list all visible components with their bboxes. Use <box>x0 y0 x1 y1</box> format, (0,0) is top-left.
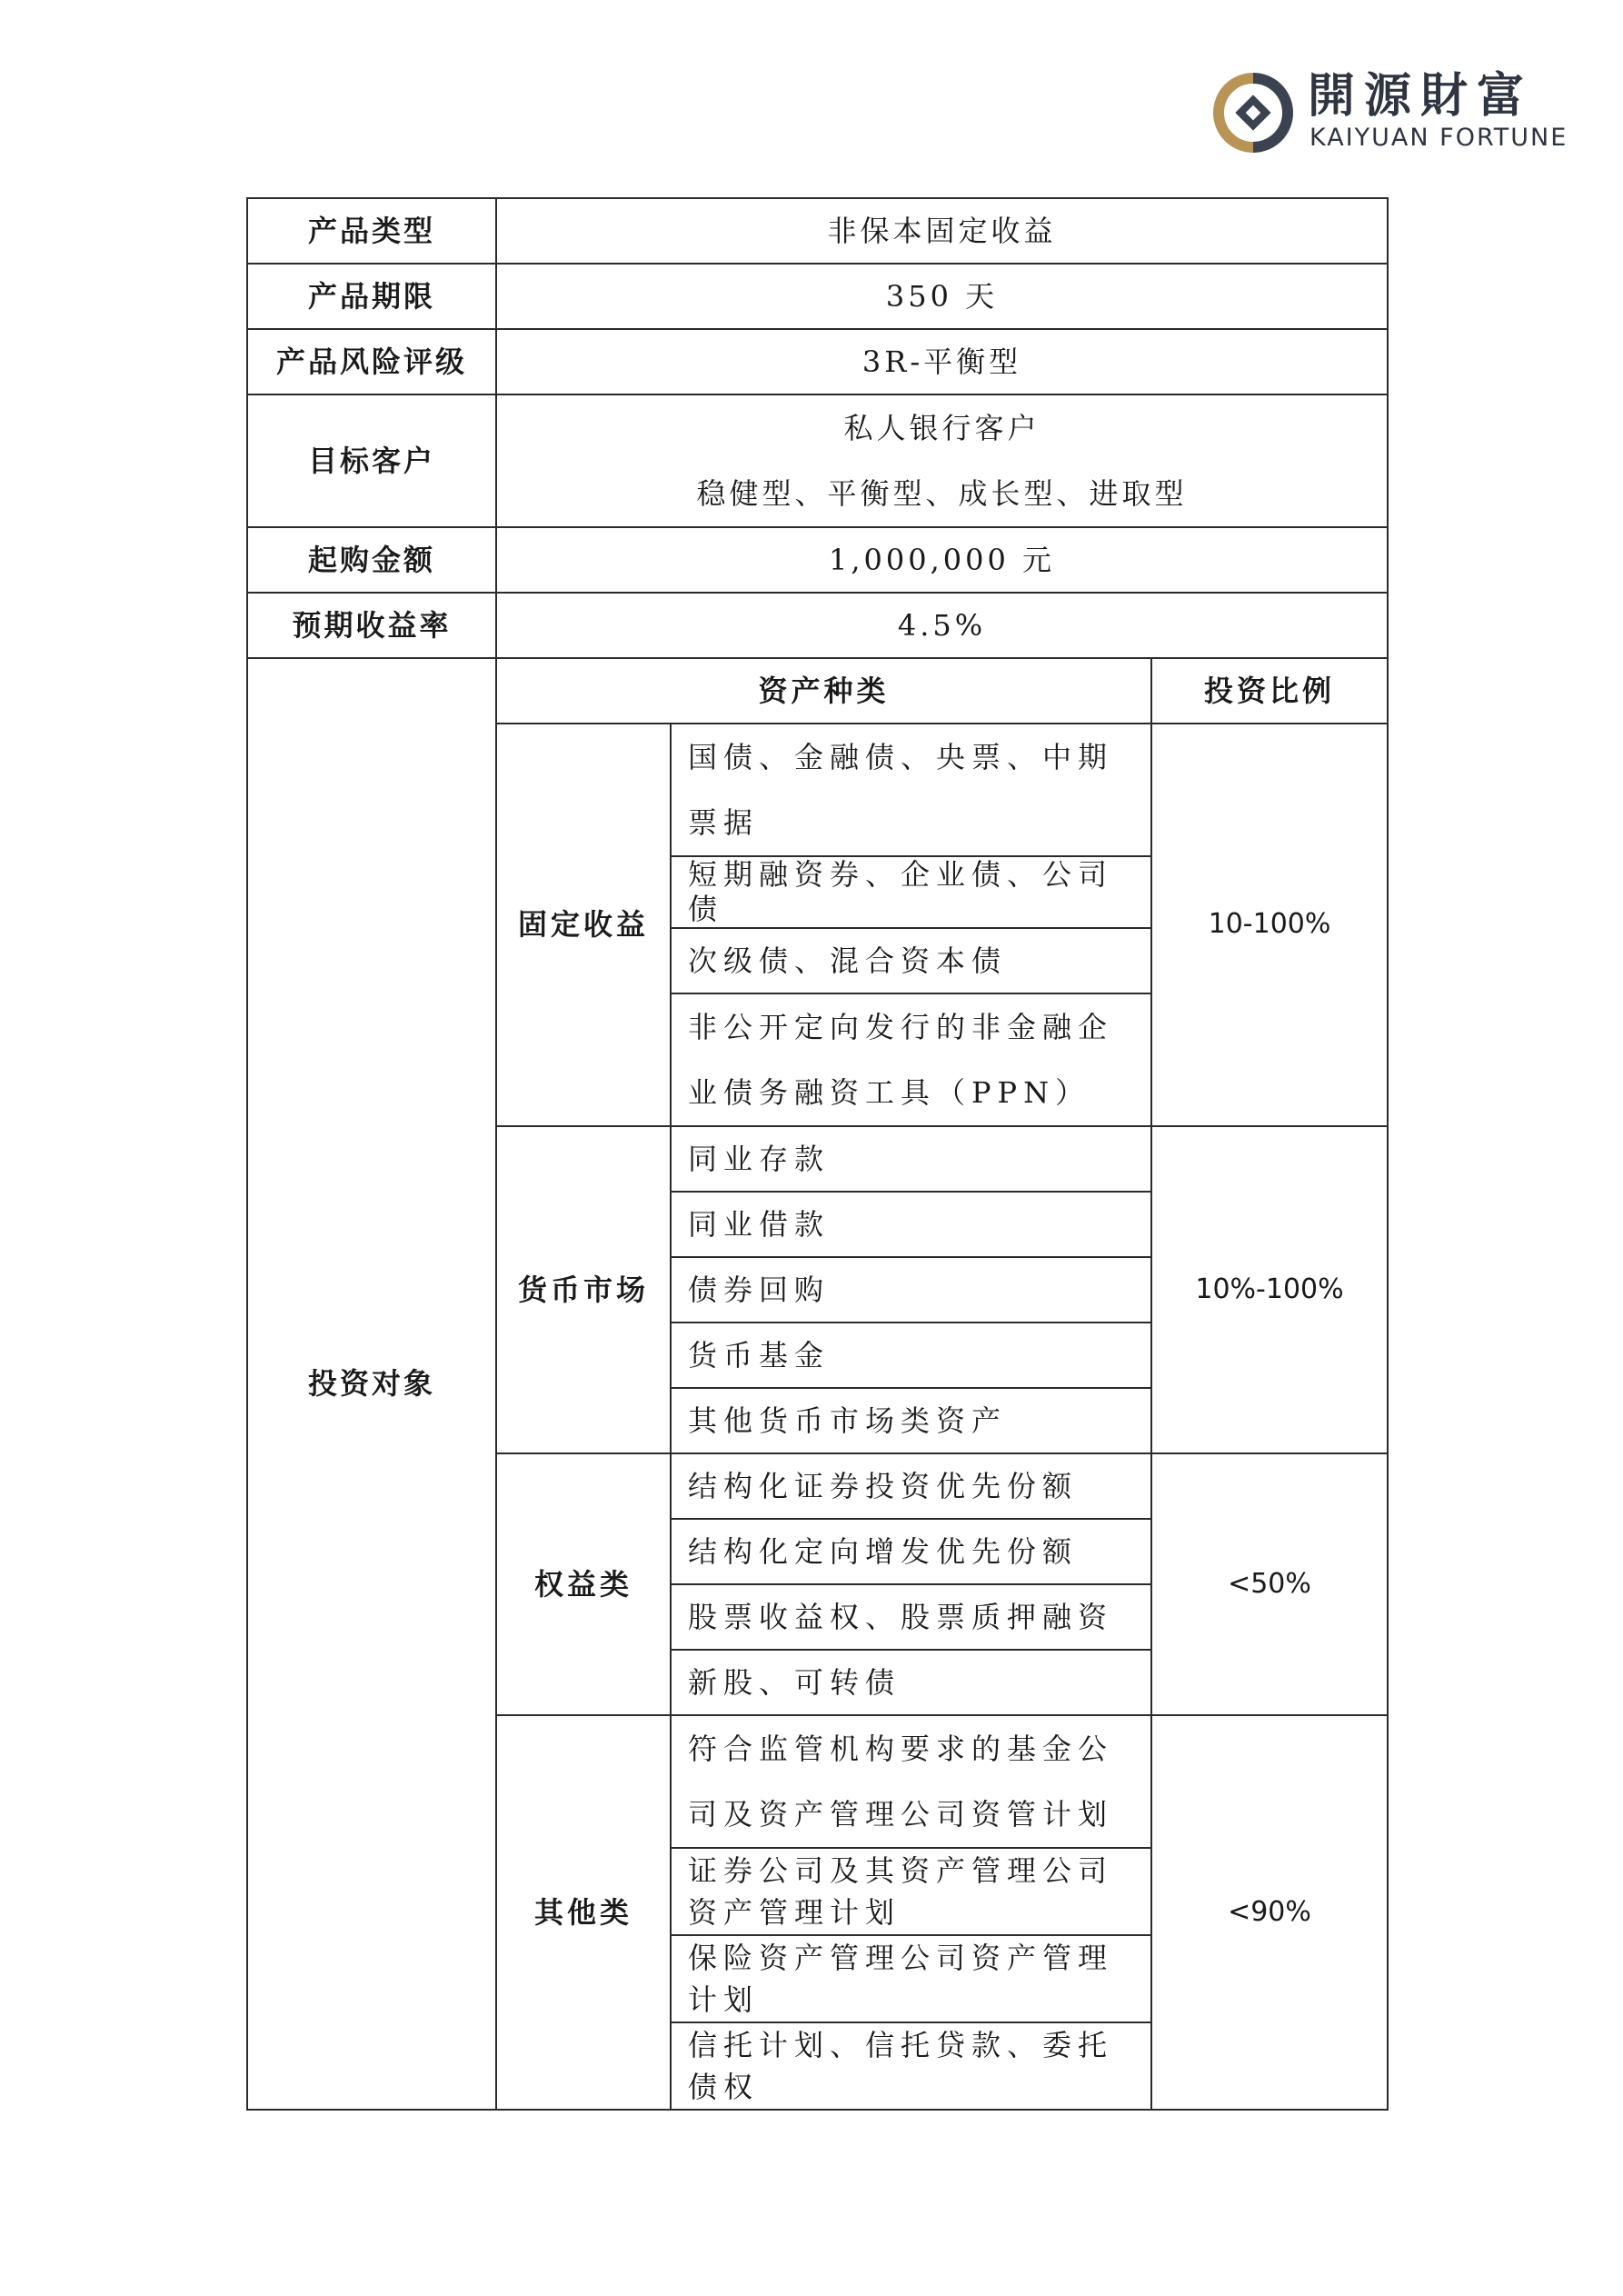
asset-item: 新股、可转债 <box>671 1650 1151 1715</box>
row-investment-header <box>247 658 1388 724</box>
row-min-amount <box>247 527 1388 593</box>
value-min-amount: 1,000,000 元 <box>496 527 1388 593</box>
asset-item: 符合监管机构要求的基金公司及资产管理公司资管计划 <box>671 1715 1151 1848</box>
asset-item: 保险资产管理公司资产管理计划 <box>671 1935 1151 2022</box>
product-info-table <box>246 197 1387 2111</box>
row-risk-rating <box>247 329 1388 394</box>
asset-item: 同业借款 <box>671 1192 1151 1257</box>
value-risk-rating: 3R-平衡型 <box>496 329 1388 394</box>
logo-name-cn: 開源財富 <box>1308 69 1534 124</box>
row-product-term <box>247 264 1388 329</box>
category-money-market: 货币市场 <box>496 1126 671 1453</box>
ratio-fixed-income: 10-100% <box>1151 724 1388 1126</box>
label-target-clients: 目标客户 <box>247 394 496 527</box>
value-target-clients <box>496 394 1388 527</box>
value-product-term: 350 天 <box>496 264 1388 329</box>
asset-item: 同业存款 <box>671 1126 1151 1192</box>
target-clients-line2: 稳健型、平衡型、成长型、进取型 <box>696 476 1188 511</box>
ratio-other: <90% <box>1151 1715 1388 2110</box>
label-product-type: 产品类型 <box>247 198 496 264</box>
label-investment-targets: 投资对象 <box>247 658 496 2110</box>
row-product-type <box>247 198 1388 264</box>
ratio-money-market: 10%-100% <box>1151 1126 1388 1453</box>
asset-item: 国债、金融债、央票、中期票据 <box>671 724 1151 856</box>
category-equity: 权益类 <box>496 1453 671 1715</box>
ratio-equity: <50% <box>1151 1453 1388 1715</box>
asset-item: 信托计划、信托贷款、委托债权 <box>671 2022 1151 2110</box>
row-target-clients <box>247 394 1388 527</box>
value-expected-yield: 4.5% <box>496 593 1388 658</box>
category-other: 其他类 <box>496 1715 671 2110</box>
value-product-type: 非保本固定收益 <box>496 198 1388 264</box>
asset-item: 次级债、混合资本债 <box>671 928 1151 993</box>
company-logo <box>1213 69 1568 160</box>
asset-item: 非公开定向发行的非金融企业债务融资工具（PPN） <box>671 993 1151 1126</box>
logo-name-en: KAIYUAN FORTUNE <box>1309 124 1568 152</box>
asset-item: 债券回购 <box>671 1257 1151 1323</box>
asset-item: 结构化定向增发优先份额 <box>671 1519 1151 1584</box>
asset-item: 其他货币市场类资产 <box>671 1388 1151 1453</box>
asset-item: 证券公司及其资产管理公司资产管理计划 <box>671 1848 1151 1935</box>
asset-item: 股票收益权、股票质押融资 <box>671 1584 1151 1650</box>
asset-item: 货币基金 <box>671 1323 1151 1388</box>
asset-item: 结构化证券投资优先份额 <box>671 1453 1151 1519</box>
asset-item: 短期融资券、企业债、公司债 <box>671 856 1151 928</box>
header-investment-ratio: 投资比例 <box>1151 658 1388 724</box>
header-asset-type: 资产种类 <box>496 658 1151 724</box>
kaiyuan-logo-icon <box>1213 73 1293 153</box>
target-clients-line1: 私人银行客户 <box>843 411 1041 445</box>
label-expected-yield: 预期收益率 <box>247 593 496 658</box>
label-product-term: 产品期限 <box>247 264 496 329</box>
category-fixed-income: 固定收益 <box>496 724 671 1126</box>
row-expected-yield <box>247 593 1388 658</box>
label-risk-rating: 产品风险评级 <box>247 329 496 394</box>
label-min-amount: 起购金额 <box>247 527 496 593</box>
